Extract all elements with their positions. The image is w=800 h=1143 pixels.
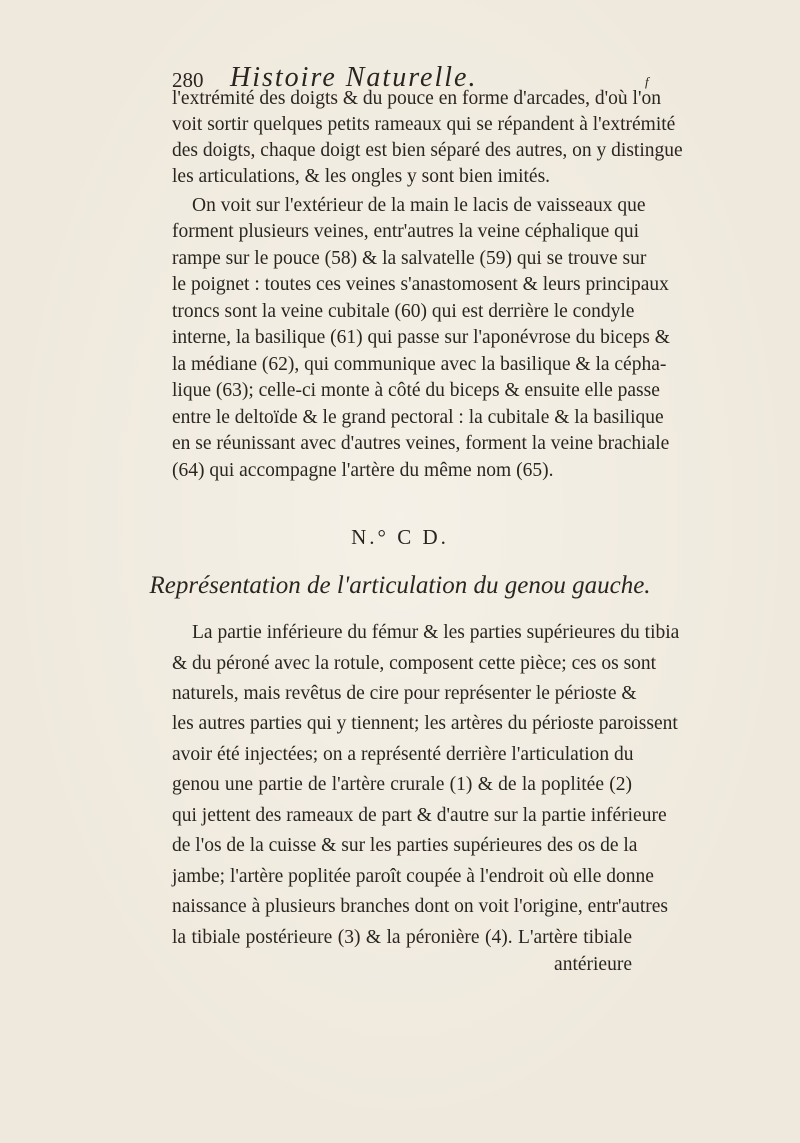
- text-line: de l'os de la cuisse & sur les parties supérieures des os de la: [172, 835, 638, 856]
- text-line: On voit sur l'extérieur de la main le lacis de vaisseaux que: [192, 195, 646, 216]
- text-line: genou une partie de l'artère crurale (1) & de la poplitée (2): [172, 774, 632, 795]
- text-line: le poignet : toutes ces veines s'anastomosent & leurs principaux: [172, 274, 669, 295]
- text-line: avoir été injectées; on a représenté derrière l'articulation du: [172, 744, 634, 765]
- running-title: Histoire Naturelle.: [230, 62, 478, 93]
- text-line: interne, la basilique (61) qui passe sur l'aponévrose du biceps &: [172, 327, 670, 348]
- text-line: naturels, mais revêtus de cire pour représenter le périoste &: [172, 683, 637, 704]
- page-number: 280: [172, 68, 204, 92]
- text-line: les articulations, & les ongles y sont bien imités.: [172, 166, 551, 187]
- text-line: en se réunissant avec d'autres veines, forment la veine brachiale: [172, 433, 670, 454]
- text-line: (64) qui accompagne l'artère du même nom (65).: [172, 460, 554, 481]
- section-code: N.° C D.: [351, 525, 449, 549]
- text-line: qui jettent des rameaux de part & d'autre sur la partie inférieure: [172, 805, 667, 826]
- text-line: des doigts, chaque doigt est bien séparé des autres, on y distingue: [172, 140, 683, 161]
- text-line: lique (63); celle-ci monte à côté du biceps & ensuite elle passe: [172, 380, 660, 401]
- text-line: l'extrémité des doigts & du pouce en forme d'arcades, d'où l'on: [172, 88, 661, 109]
- text-line: la médiane (62), qui communique avec la basilique & la cépha-: [172, 354, 667, 375]
- corner-mark: f: [645, 74, 649, 89]
- text-line: jambe; l'artère poplitée paroît coupée à l'endroit où elle donne: [172, 866, 654, 887]
- section-heading: Représentation de l'articulation du genou gauche.: [149, 572, 651, 599]
- text-line: entre le deltoïde & le grand pectoral : la cubitale & la basilique: [172, 407, 664, 428]
- text-line: la tibiale postérieure (3) & la péronière (4). L'artère tibiale: [172, 927, 632, 948]
- text-line: & du péroné avec la rotule, composent cette pièce; ces os sont: [172, 653, 657, 674]
- text-line: forment plusieurs veines, entr'autres la veine céphalique qui: [172, 221, 640, 242]
- text-line: voit sortir quelques petits rameaux qui se répandent à l'extrémité: [172, 114, 676, 135]
- catchword: antérieure: [554, 954, 632, 975]
- text-line: rampe sur le pouce (58) & la salvatelle (59) qui se trouve sur: [172, 248, 647, 269]
- text-line: La partie inférieure du fémur & les parties supérieures du tibia: [192, 622, 680, 643]
- text-line: troncs sont la veine cubitale (60) qui est derrière le condyle: [172, 301, 635, 322]
- text-line: naissance à plusieurs branches dont on voit l'origine, entr'autres: [172, 896, 669, 917]
- text-line: les autres parties qui y tiennent; les artères du périoste paroissent: [172, 713, 678, 734]
